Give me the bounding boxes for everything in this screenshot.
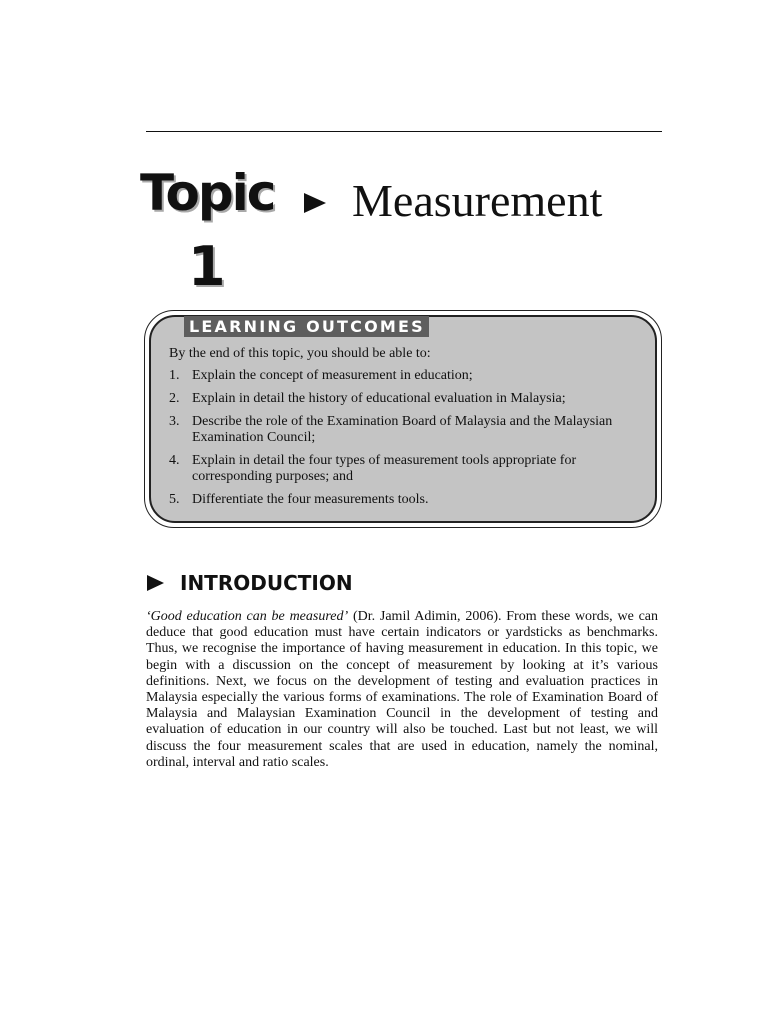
learning-outcome-item	[169, 414, 639, 446]
introduction-arrow-icon	[147, 575, 164, 591]
topic-number: 1	[188, 235, 226, 298]
learning-outcomes-intro: By the end of this topic, you should be able to:	[169, 346, 431, 361]
learning-outcome-text: Explain in detail the history of educational evaluation in Malaysia;	[192, 391, 566, 406]
learning-outcome-text: Explain the concept of measurement in education;	[192, 368, 473, 383]
learning-outcome-number: 1.	[169, 368, 180, 383]
introduction-heading: INTRODUCTION	[180, 571, 353, 595]
introduction-paragraph	[146, 609, 658, 771]
introduction-quote: ‘Good education can be measured’	[146, 609, 349, 624]
learning-outcome-number: 2.	[169, 391, 180, 406]
learning-outcome-item	[169, 391, 639, 407]
page-title: Measurement	[352, 175, 603, 226]
learning-outcomes-list	[169, 368, 639, 515]
title-arrow-icon	[304, 193, 326, 213]
learning-outcome-number: 3.	[169, 414, 180, 429]
introduction-body: (Dr. Jamil Adimin, 2006). From these words, we can deduce that good education must have certain indicators or yardsticks as benchmarks. Thus, we recognise the importance of having measurement in education. In this topic, we begin with a discussion on the concept of measurement by looking at it’s various definitions. Next, we focus on the development of testing and evaluation practices in Malaysia especially the various forms of examinations. The role of Examination Board of Malaysia and Malaysian Examination Council in the development of testing and evaluation of education in our country will also be touched. Last but not least, we will discuss the four measurement scales that are used in education, namely the nominal, ordinal, interval and ratio scales.	[146, 609, 659, 770]
learning-outcome-text: Describe the role of the Examination Board of Malaysia and the Malaysian Examination Council;	[192, 414, 613, 445]
learning-outcome-item	[169, 492, 639, 508]
learning-outcome-text: Explain in detail the four types of measurement tools appropriate for corresponding purposes; and	[192, 453, 577, 484]
learning-outcome-number: 5.	[169, 492, 180, 507]
learning-outcome-number: 4.	[169, 453, 180, 468]
learning-outcomes-heading: LEARNING OUTCOMES	[184, 316, 429, 337]
topic-label: Topic	[140, 164, 275, 222]
top-horizontal-rule	[146, 131, 662, 132]
learning-outcome-text: Differentiate the four measurements tools.	[192, 492, 429, 507]
learning-outcome-item	[169, 368, 639, 384]
learning-outcome-item	[169, 453, 639, 485]
